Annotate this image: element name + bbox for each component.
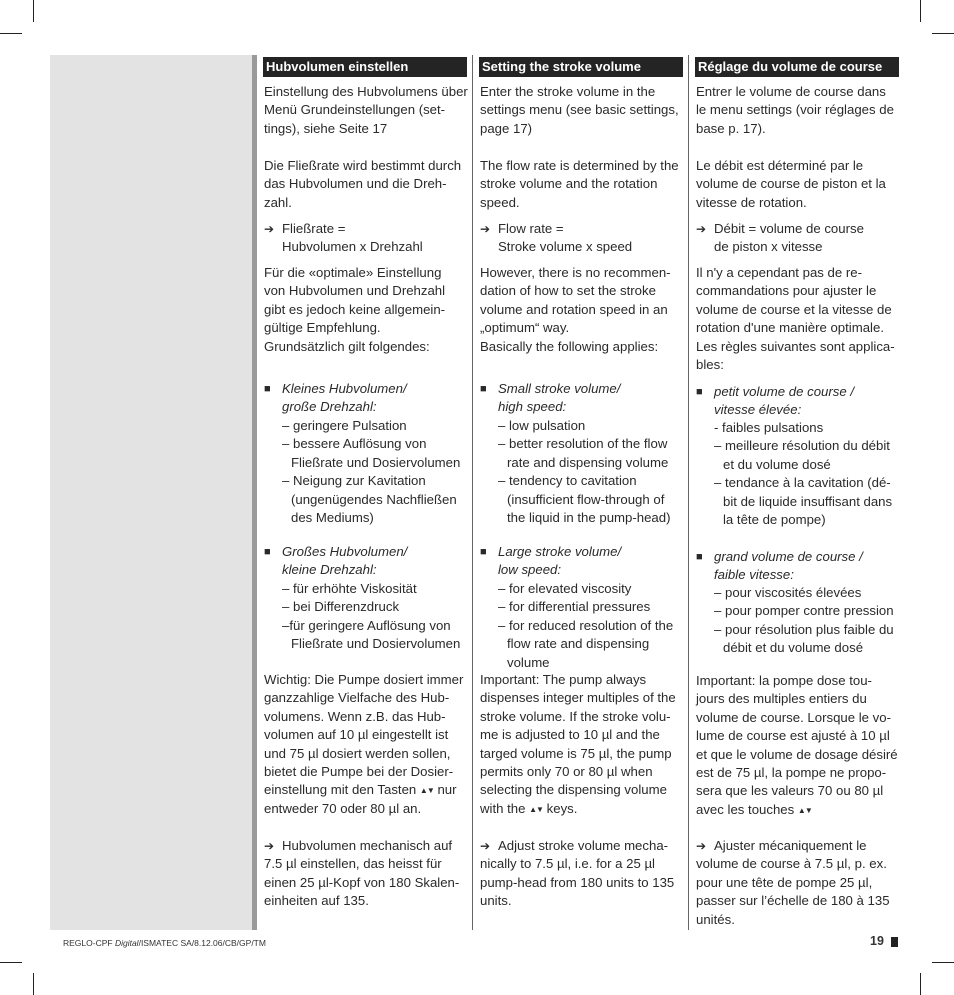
paragraph-line: Für die «optimale» Einstellung bbox=[264, 265, 442, 280]
footer-italic: Digital bbox=[114, 938, 139, 948]
list-item: la tête de pompe) bbox=[723, 512, 826, 527]
crop-mark bbox=[932, 33, 954, 34]
paragraph-line: das Hubvolumen und die Dreh- bbox=[264, 176, 447, 192]
footer-imprint bbox=[63, 938, 266, 948]
crop-mark bbox=[920, 973, 921, 995]
list-item: – Neigung zur Kavitation bbox=[282, 473, 426, 489]
list-item: – for elevated viscosity bbox=[498, 581, 632, 596]
formula-line: Hubvolumen x Drehzahl bbox=[282, 239, 423, 255]
bullet-icon: ■ bbox=[480, 546, 487, 558]
paragraph-line: Le débit est déterminé par le bbox=[696, 158, 864, 173]
paragraph-line: targed volume is 75 µl, the pump bbox=[480, 745, 672, 761]
paragraph-line: dation of how to set the stroke bbox=[480, 283, 656, 299]
paragraph-line: rotation d'une manière optimale. bbox=[696, 320, 884, 336]
paragraph-line: Important: la pompe dose tou- bbox=[696, 673, 872, 688]
list-item: et du volume dosé bbox=[723, 456, 831, 472]
paragraph-line: und 75 µl dosiert werden sollen, bbox=[264, 745, 451, 761]
paragraph-line: Menü Grundeinstellungen (set- bbox=[264, 102, 446, 118]
paragraph-line: Adjust stroke volume mecha- bbox=[498, 838, 669, 853]
case-title: high speed: bbox=[498, 399, 567, 415]
text-span: nur bbox=[437, 782, 457, 798]
paragraph-line bbox=[696, 801, 812, 820]
paragraph-line: volume and rotation speed in an bbox=[480, 301, 668, 317]
paragraph-line: volume de course et la vitesse de bbox=[696, 301, 892, 317]
crop-mark bbox=[33, 973, 34, 995]
paragraph-line: bietet die Pumpe bei der Dosier- bbox=[264, 764, 454, 779]
bullet-icon: ■ bbox=[696, 551, 703, 563]
up-down-keys-icon: ▲▼ bbox=[797, 805, 812, 815]
formula-line: Débit = volume de course bbox=[714, 221, 864, 236]
list-item: – pour pomper contre pression bbox=[714, 603, 894, 619]
paragraph-line: pump-head from 180 units to 135 bbox=[480, 874, 675, 890]
paragraph-line: Die Fließrate wird bestimmt durch bbox=[264, 158, 462, 173]
list-item: Fließrate und Dosiervolumen bbox=[291, 636, 461, 652]
paragraph-line: unités. bbox=[696, 911, 735, 927]
text-span: avec les touches bbox=[696, 801, 795, 817]
up-down-keys-icon: ▲▼ bbox=[529, 804, 543, 814]
paragraph-line: stroke volume and the rotation bbox=[480, 176, 658, 192]
paragraph-line bbox=[264, 781, 457, 800]
paragraph-line: passer sur l’échelle de 180 à 135 bbox=[696, 893, 890, 909]
arrow-icon: ➔ bbox=[480, 839, 491, 853]
paragraph-line: entweder 70 oder 80 µl an. bbox=[264, 800, 422, 816]
case-title: große Drehzahl: bbox=[282, 399, 377, 415]
paragraph-line: pour une tête de pompe 25 µl, bbox=[696, 874, 873, 890]
paragraph-line: Entrer le volume de course dans bbox=[696, 84, 886, 99]
paragraph-line: gibt es jedoch keine allgemein- bbox=[264, 301, 446, 317]
paragraph-line: volumen auf 10 µl eingestellt ist bbox=[264, 727, 449, 743]
paragraph-line: ganzzahlige Vielfache des Hub- bbox=[264, 690, 450, 706]
list-item: (ungenügendes Nachfließen bbox=[291, 491, 457, 507]
paragraph-line: Wichtig: Die Pumpe dosiert immer bbox=[264, 672, 464, 687]
list-item: - faibles pulsations bbox=[714, 420, 824, 435]
list-item: – pour viscosités élevées bbox=[714, 585, 862, 600]
paragraph-line: Hubvolumen mechanisch auf bbox=[282, 838, 453, 853]
list-item: – for reduced resolution of the bbox=[498, 617, 674, 633]
text-span: with the bbox=[480, 800, 526, 816]
arrow-icon: ➔ bbox=[264, 222, 275, 236]
list-item: – bessere Auflösung von bbox=[282, 436, 427, 452]
crop-mark bbox=[0, 962, 22, 963]
paragraph-line: However, there is no recommen- bbox=[480, 265, 671, 280]
sidebar-edge bbox=[252, 55, 257, 930]
case-title: kleine Drehzahl: bbox=[282, 562, 377, 578]
case-title: Kleines Hubvolumen/ bbox=[282, 381, 407, 396]
section-heading: Réglage du volume de course bbox=[695, 57, 899, 77]
paragraph-line: lume de course est ajusté à 10 µl bbox=[696, 728, 890, 744]
paragraph-line: Les règles suivantes sont applica- bbox=[696, 338, 895, 354]
paragraph-line: permits only 70 or 80 µl when bbox=[480, 764, 653, 779]
paragraph-line: le menu settings (voir réglages de bbox=[696, 102, 894, 118]
arrow-icon: ➔ bbox=[264, 839, 275, 853]
case-title: Large stroke volume/ bbox=[498, 544, 622, 559]
list-item: rate and dispensing volume bbox=[507, 454, 669, 470]
paragraph-line: bles: bbox=[696, 357, 724, 372]
list-item: bit de liquide insuffisant dans bbox=[723, 493, 893, 509]
paragraph-line: „optimum“ way. bbox=[480, 320, 570, 336]
list-item: – bei Differenzdruck bbox=[282, 599, 400, 615]
list-item: flow rate and dispensing bbox=[507, 636, 650, 652]
list-item: – for differential pressures bbox=[498, 599, 651, 615]
paragraph-line: sera que les valeurs 70 ou 80 µl bbox=[696, 783, 884, 799]
crop-mark bbox=[0, 33, 22, 34]
list-item: the liquid in the pump-head) bbox=[507, 510, 671, 525]
column-divider bbox=[688, 55, 689, 930]
footer-suffix: /ISMATEC SA/8.12.06/CB/GP/TM bbox=[138, 938, 266, 948]
list-item: (insufficient flow-through of bbox=[507, 491, 665, 507]
crop-mark bbox=[33, 0, 34, 22]
page-number: 19 bbox=[870, 934, 884, 948]
paragraph-line: zahl. bbox=[264, 194, 292, 210]
case-title: petit volume de course / bbox=[714, 384, 855, 399]
section-heading: Hubvolumen einstellen bbox=[263, 57, 467, 77]
paragraph-line: Basically the following applies: bbox=[480, 338, 659, 354]
list-item: – für erhöhte Viskosität bbox=[282, 581, 417, 596]
list-item: volume bbox=[507, 654, 550, 670]
list-item: – pour résolution plus faible du bbox=[714, 621, 894, 637]
paragraph-line: einen 25 µl-Kopf von 180 Skalen- bbox=[264, 874, 460, 890]
paragraph-line: nically to 7.5 µl, i.e. for a 25 µl bbox=[480, 856, 655, 872]
formula-line: Fließrate = bbox=[282, 221, 346, 236]
case-title: Großes Hubvolumen/ bbox=[282, 544, 408, 559]
text-span: einstellung mit den Tasten bbox=[264, 782, 417, 798]
paragraph-line: units. bbox=[480, 893, 512, 909]
section-heading: Setting the stroke volume bbox=[479, 57, 683, 77]
sidebar-panel bbox=[50, 55, 252, 930]
paragraph-line: volume de course de piston et la bbox=[696, 176, 886, 192]
text-span: keys. bbox=[546, 800, 578, 816]
page-marker bbox=[891, 937, 898, 947]
list-item: Fließrate und Dosiervolumen bbox=[291, 454, 461, 470]
paragraph-line: von Hubvolumen und Drehzahl bbox=[264, 283, 446, 299]
arrow-icon: ➔ bbox=[696, 839, 707, 853]
case-title: low speed: bbox=[498, 562, 562, 578]
paragraph-line: base p. 17). bbox=[696, 120, 766, 136]
paragraph-line: dispenses integer multiples of the bbox=[480, 690, 676, 706]
paragraph-line: speed. bbox=[480, 194, 520, 210]
case-title: vitesse élevée: bbox=[714, 402, 802, 418]
paragraph-line bbox=[480, 800, 577, 819]
paragraph-line: me is adjusted to 10 µl and the bbox=[480, 727, 660, 743]
bullet-icon: ■ bbox=[264, 546, 271, 558]
paragraph-line: Il n'y a cependant pas de re- bbox=[696, 265, 863, 280]
formula-line: de piston x vitesse bbox=[714, 239, 823, 255]
paragraph-line: settings menu (see basic settings, bbox=[480, 102, 679, 118]
column-divider bbox=[472, 55, 473, 930]
formula-line: Flow rate = bbox=[498, 221, 564, 236]
footer-prefix: REGLO-CPF bbox=[63, 938, 115, 948]
paragraph-line: gültige Empfehlung. bbox=[264, 320, 381, 336]
paragraph-line: volume de course. Lorsque le vo- bbox=[696, 709, 891, 725]
paragraph-line: stroke volume. If the stroke volu- bbox=[480, 708, 671, 724]
arrow-icon: ➔ bbox=[696, 222, 707, 236]
list-item: – geringere Pulsation bbox=[282, 418, 407, 433]
paragraph-line: Enter the stroke volume in the bbox=[480, 84, 656, 99]
paragraph-line: 7.5 µl einstellen, das heisst für bbox=[264, 856, 442, 872]
case-title: Small stroke volume/ bbox=[498, 381, 621, 396]
up-down-keys-icon: ▲▼ bbox=[419, 786, 434, 796]
list-item: des Mediums) bbox=[291, 510, 374, 525]
paragraph-line: selecting the dispensing volume bbox=[480, 782, 667, 798]
list-item: –für geringere Auflösung von bbox=[282, 617, 451, 633]
paragraph-line: tings), siehe Seite 17 bbox=[264, 120, 388, 136]
paragraph-line: commandations pour ajuster le bbox=[696, 283, 877, 299]
paragraph-line: vitesse de rotation. bbox=[696, 194, 807, 210]
list-item: – meilleure résolution du débit bbox=[714, 438, 890, 454]
paragraph-line: jours des multiples entiers du bbox=[696, 691, 867, 707]
crop-mark bbox=[920, 0, 921, 22]
bullet-icon: ■ bbox=[480, 383, 487, 395]
paragraph-line: volumens. Wenn z.B. das Hub- bbox=[264, 708, 446, 724]
arrow-icon: ➔ bbox=[480, 222, 491, 236]
paragraph-line: est de 75 µl, la pompe ne propo- bbox=[696, 765, 887, 780]
paragraph-line: einheiten auf 135. bbox=[264, 893, 369, 909]
bullet-icon: ■ bbox=[696, 386, 703, 398]
list-item: – better resolution of the flow bbox=[498, 436, 668, 452]
paragraph-line: The flow rate is determined by the bbox=[480, 158, 679, 173]
paragraph-line: Ajuster mécaniquement le bbox=[714, 838, 867, 853]
list-item: – low pulsation bbox=[498, 418, 586, 433]
list-item: débit et du volume dosé bbox=[723, 640, 864, 656]
paragraph-line: Grundsätzlich gilt folgendes: bbox=[264, 338, 430, 354]
case-title: faible vitesse: bbox=[714, 567, 794, 583]
paragraph-line: Einstellung des Hubvolumens über bbox=[264, 84, 468, 99]
list-item: – tendance à la cavitation (dé- bbox=[714, 475, 891, 491]
bullet-icon: ■ bbox=[264, 383, 271, 395]
list-item: – tendency to cavitation bbox=[498, 473, 637, 489]
paragraph-line: Important: The pump always bbox=[480, 672, 647, 687]
paragraph-line: et que le volume de dosage désiré bbox=[696, 746, 898, 762]
crop-mark bbox=[932, 962, 954, 963]
formula-line: Stroke volume x speed bbox=[498, 239, 633, 255]
case-title: grand volume de course / bbox=[714, 549, 863, 564]
paragraph-line: page 17) bbox=[480, 120, 533, 136]
paragraph-line: volume de course à 7.5 µl, p. ex. bbox=[696, 856, 887, 872]
